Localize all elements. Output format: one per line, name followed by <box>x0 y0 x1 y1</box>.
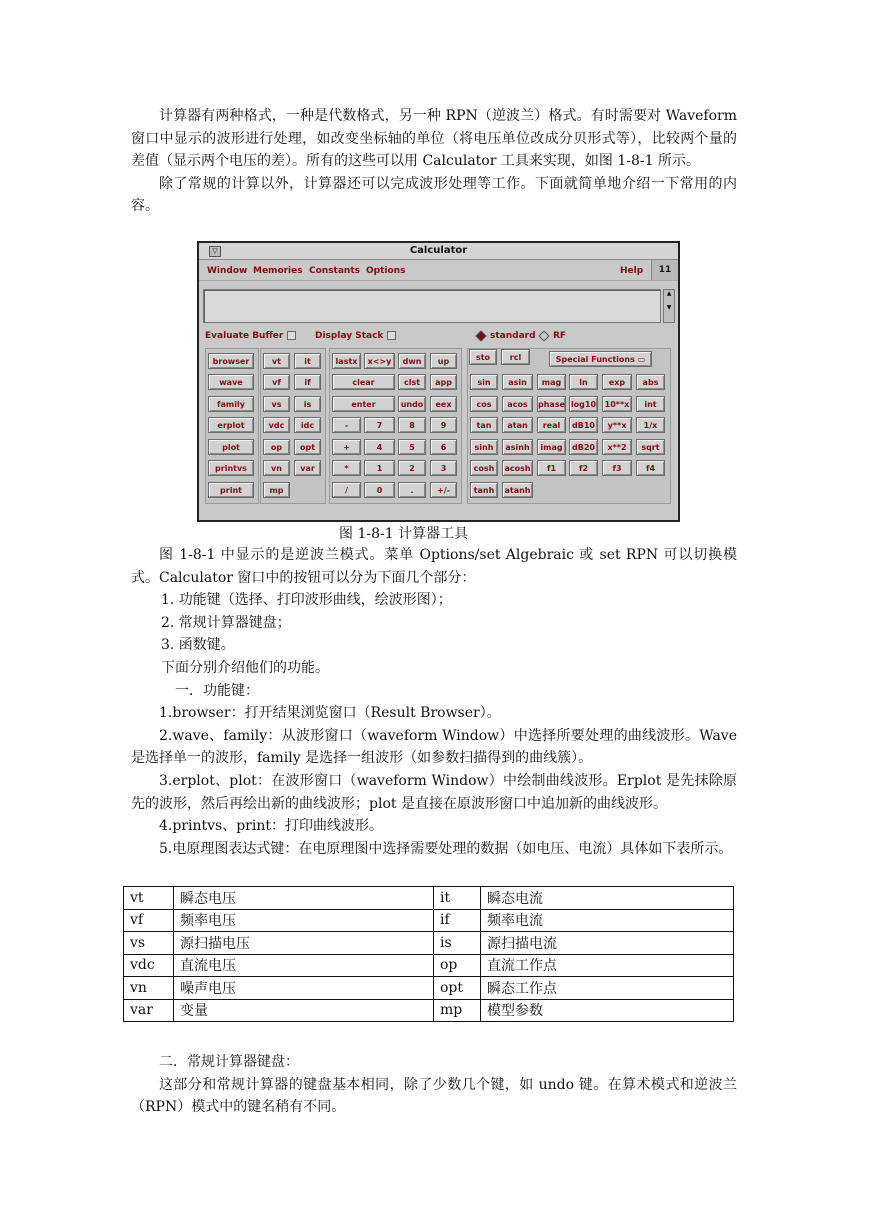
key-rcl[interactable]: rcl <box>501 349 530 365</box>
key-fn-1-4[interactable]: 10**x <box>602 396 632 412</box>
key-divide[interactable]: / <box>332 482 361 498</box>
menu-options[interactable]: Options <box>366 266 406 276</box>
key-wave[interactable]: wave <box>208 374 254 390</box>
key-var[interactable]: var <box>294 460 321 476</box>
table-cell: opt <box>434 977 481 1000</box>
table-cell: vt <box>124 887 174 910</box>
key-3[interactable]: 3 <box>430 460 457 476</box>
key-plus[interactable]: + <box>332 439 361 455</box>
table-cell: vs <box>124 932 174 955</box>
paragraph-printvs-print: 4.printvs、print：打印曲线波形。 <box>159 818 383 835</box>
table-cell: 源扫描电压 <box>174 932 434 955</box>
mode-standard-radio[interactable] <box>477 331 536 341</box>
table-row <box>124 999 734 1022</box>
figure-caption: 图 1-8-1 计算器工具 <box>339 526 469 542</box>
key-opt[interactable]: opt <box>294 439 321 455</box>
key-app[interactable]: app <box>430 374 457 390</box>
key-8[interactable]: 8 <box>398 417 426 433</box>
key-fn-3-1[interactable]: asinh <box>502 439 533 455</box>
key-fn-1-3[interactable]: log10 <box>569 396 598 412</box>
radio-on-icon <box>475 330 486 341</box>
key-fn-1-0[interactable]: cos <box>470 396 498 412</box>
key-if[interactable]: if <box>294 374 321 390</box>
table-cell: 频率电流 <box>481 909 734 932</box>
paragraph-schematic-keys: 5.电原理图表达式键：在电原理图中选择需要处理的数据（如电压、电流）具体如下表所示。 <box>159 840 733 857</box>
table-row <box>124 954 734 977</box>
key-printvs[interactable]: printvs <box>208 460 254 476</box>
table-cell: 源扫描电流 <box>481 932 734 955</box>
key-0[interactable]: 0 <box>364 482 395 498</box>
table-cell: 变量 <box>174 999 434 1022</box>
key-fn-0-4[interactable]: exp <box>602 374 632 390</box>
calculator-titlebar <box>199 243 678 260</box>
key-print[interactable]: print <box>208 482 254 498</box>
key-fn-4-5[interactable]: f4 <box>636 460 665 476</box>
key-up[interactable]: up <box>430 353 457 369</box>
paragraph-mode: 图 1-8-1 中显示的是逆波兰模式。菜单 Options/set Algebraic 或 set RPN 可以切换模式。Calculator 窗口中的按钮可以分为下面几个部分： <box>131 547 737 586</box>
key-decimal[interactable]: . <box>398 482 426 498</box>
table-row <box>124 909 734 932</box>
key-fn-4-4[interactable]: f3 <box>602 460 632 476</box>
key-fn-3-0[interactable]: sinh <box>470 439 498 455</box>
key-clst[interactable]: clst <box>398 374 426 390</box>
evaluate-buffer-option[interactable] <box>205 331 296 341</box>
key-fn-2-5[interactable]: 1/x <box>636 417 665 433</box>
paragraph-standard-keypad: 这部分和常规计算器的键盘基本相同，除了少数几个键，如 undo 键。在算术模式和逆波兰（RPN）模式中的键名稍有不同。 <box>131 1076 737 1116</box>
table-cell: 频率电压 <box>174 909 434 932</box>
key-fn-2-4[interactable]: y**x <box>602 417 632 433</box>
key-erplot[interactable]: erplot <box>208 417 254 433</box>
paragraph-waveform-processing: 除了常规的计算以外，计算器还可以完成波形处理等工作。下面就简单地介绍一下常用的内容。 <box>131 175 737 215</box>
calculator-window <box>197 241 680 522</box>
list-item-3: 3. 函数键。 <box>161 637 235 654</box>
key-clear[interactable]: clear <box>332 374 395 390</box>
mode-standard-label: standard <box>490 331 536 341</box>
key-fn-4-3[interactable]: f2 <box>569 460 598 476</box>
table-cell: 瞬态电流 <box>481 887 734 910</box>
key-idc[interactable]: idc <box>294 417 321 433</box>
key-fn-4-0[interactable]: cosh <box>470 460 498 476</box>
stack-counter: 11 <box>651 260 678 280</box>
body-text-bottom <box>131 1051 737 1119</box>
table-row <box>124 932 734 955</box>
key-1[interactable]: 1 <box>364 460 395 476</box>
table-cell: vf <box>124 909 174 932</box>
menu-window[interactable]: Window <box>207 266 248 276</box>
section-heading-standard-keypad: 二．常规计算器键盘： <box>159 1054 299 1070</box>
key-eex[interactable]: eex <box>430 396 457 412</box>
key-6[interactable]: 6 <box>430 439 457 455</box>
key-9[interactable]: 9 <box>430 417 457 433</box>
key-sign[interactable]: +/- <box>430 482 457 498</box>
key-fn-5-1[interactable]: atanh <box>502 482 533 498</box>
radio-off-icon <box>538 330 549 341</box>
table-cell: 直流工作点 <box>481 954 734 977</box>
display-stack-label: Display Stack <box>315 331 384 341</box>
table-cell: is <box>434 932 481 955</box>
table-cell: vdc <box>124 954 174 977</box>
key-vf[interactable]: vf <box>263 374 290 390</box>
key-is[interactable]: is <box>294 396 321 412</box>
list-item-1: 1. 功能键（选择、打印波形曲线，绘波形图）； <box>161 592 452 609</box>
table-cell: 瞬态工作点 <box>481 977 734 1000</box>
key-fn-3-2[interactable]: imag <box>537 439 566 455</box>
table-cell: if <box>434 909 481 932</box>
key-vs[interactable]: vs <box>263 396 290 412</box>
table-row <box>124 887 734 910</box>
calculator-title: Calculator <box>409 245 468 256</box>
table-cell: it <box>434 887 481 910</box>
calculator-menubar <box>199 260 678 281</box>
key-fn-4-2[interactable]: f1 <box>537 460 566 476</box>
table-cell: op <box>434 954 481 977</box>
key-it[interactable]: it <box>294 353 321 369</box>
table-cell: vn <box>124 977 174 1000</box>
calculator-display[interactable] <box>203 289 661 323</box>
display-stack-option[interactable] <box>315 331 396 341</box>
table-row <box>124 977 734 1000</box>
key-plot[interactable]: plot <box>208 439 254 455</box>
paragraph-intro-functions: 下面分别介绍他们的功能。 <box>161 659 329 676</box>
key-dwn[interactable]: dwn <box>398 353 426 369</box>
key-fn-0-0[interactable]: sin <box>470 374 498 390</box>
body-text-middle <box>131 544 737 860</box>
key-multiply[interactable]: * <box>332 460 361 476</box>
key-fn-1-5[interactable]: int <box>636 396 665 412</box>
display-stack-checkbox[interactable] <box>387 331 396 340</box>
schematic-keys-table <box>123 886 734 1022</box>
key-fn-2-0[interactable]: tan <box>470 417 498 433</box>
key-vn[interactable]: vn <box>263 460 290 476</box>
special-functions-label: Special Functions <box>555 355 635 364</box>
table-cell: var <box>124 999 174 1022</box>
key-fn-3-4[interactable]: x**2 <box>602 439 632 455</box>
key-fn-1-1[interactable]: acos <box>502 396 533 412</box>
paragraph-wave-family: 2.wave、family：从波形窗口（waveform Window）中选择所要处理的曲线波形。Wave 是选择单一的波形，family 是选择一组波形（如参数扫描得到的曲线簇）。 <box>131 727 737 767</box>
menu-constants[interactable]: Constants <box>309 266 360 276</box>
menu-help[interactable]: Help <box>620 266 644 276</box>
key-browser[interactable]: browser <box>208 353 254 369</box>
key-lastx[interactable]: lastx <box>332 353 361 369</box>
key-fn-1-2[interactable]: phase <box>537 396 566 412</box>
paragraph-formats: 计算器有两种格式，一种是代数格式，另一种 RPN（逆波兰）格式。有时需要对 Waveform 窗口中显示的波形进行处理，如改变坐标轴的单位（将电压单位改成分贝形式等），比较两个量的差值（显示两个电压的差）。所有的这些可以用 Calculator 工具来实现，如图 1-8-1 所示。 <box>131 108 737 170</box>
section-heading-function-keys: 一．功能键： <box>175 682 259 699</box>
key-2[interactable]: 2 <box>398 460 426 476</box>
key-4[interactable]: 4 <box>364 439 395 455</box>
display-scrollbar[interactable]: ▲ ▼ <box>663 289 675 323</box>
key-fn-0-2[interactable]: mag <box>537 374 566 390</box>
list-item-2: 2. 常规计算器键盘； <box>161 614 291 631</box>
paragraph-browser: 1.browser：打开结果浏览窗口（Result Browser）。 <box>159 705 501 722</box>
mode-rf-radio[interactable] <box>540 331 566 341</box>
key-fn-0-1[interactable]: asin <box>502 374 533 390</box>
key-fn-5-0[interactable]: tanh <box>470 482 498 498</box>
key-fn-3-3[interactable]: dB20 <box>569 439 598 455</box>
key-mp[interactable]: mp <box>263 482 290 498</box>
key-fn-4-1[interactable]: acosh <box>502 460 533 476</box>
key-sto[interactable]: sto <box>469 349 497 365</box>
key-7[interactable]: 7 <box>364 417 395 433</box>
table-cell: 直流电压 <box>174 954 434 977</box>
table-cell: 模型参数 <box>481 999 734 1022</box>
menu-memories[interactable]: Memories <box>253 266 303 276</box>
key-fn-0-5[interactable]: abs <box>636 374 665 390</box>
key-fn-2-1[interactable]: atan <box>502 417 533 433</box>
key-family[interactable]: family <box>208 396 254 412</box>
key-fn-2-3[interactable]: dB10 <box>569 417 598 433</box>
evaluate-buffer-checkbox[interactable] <box>287 331 296 340</box>
evaluate-buffer-label: Evaluate Buffer <box>205 331 284 341</box>
dropdown-icon: ▭ <box>637 355 646 364</box>
key-enter[interactable]: enter <box>332 396 395 412</box>
key-undo[interactable]: undo <box>398 396 426 412</box>
table-cell: mp <box>434 999 481 1022</box>
key-op[interactable]: op <box>263 439 290 455</box>
window-menu-icon[interactable]: ▽ <box>209 246 221 257</box>
mode-rf-label: RF <box>553 331 567 341</box>
key-vt[interactable]: vt <box>263 353 290 369</box>
key-fn-2-2[interactable]: real <box>537 417 566 433</box>
key-fn-3-5[interactable]: sqrt <box>636 439 665 455</box>
key-fn-0-3[interactable]: ln <box>569 374 598 390</box>
table-cell: 瞬态电压 <box>174 887 434 910</box>
intro-text <box>131 105 737 218</box>
key-5[interactable]: 5 <box>398 439 426 455</box>
key-vdc[interactable]: vdc <box>263 417 290 433</box>
key-minus[interactable]: - <box>332 417 361 433</box>
key-swap[interactable]: x<>y <box>364 353 395 369</box>
paragraph-erplot-plot: 3.erplot、plot：在波形窗口（waveform Window）中绘制曲线波形。Erplot 是先抹除原先的波形，然后再绘出新的曲线波形；plot 是直接在原波形窗口中追加新的曲线波形。 <box>131 772 737 812</box>
special-functions-menu[interactable] <box>549 351 652 367</box>
table-cell: 噪声电压 <box>174 977 434 1000</box>
